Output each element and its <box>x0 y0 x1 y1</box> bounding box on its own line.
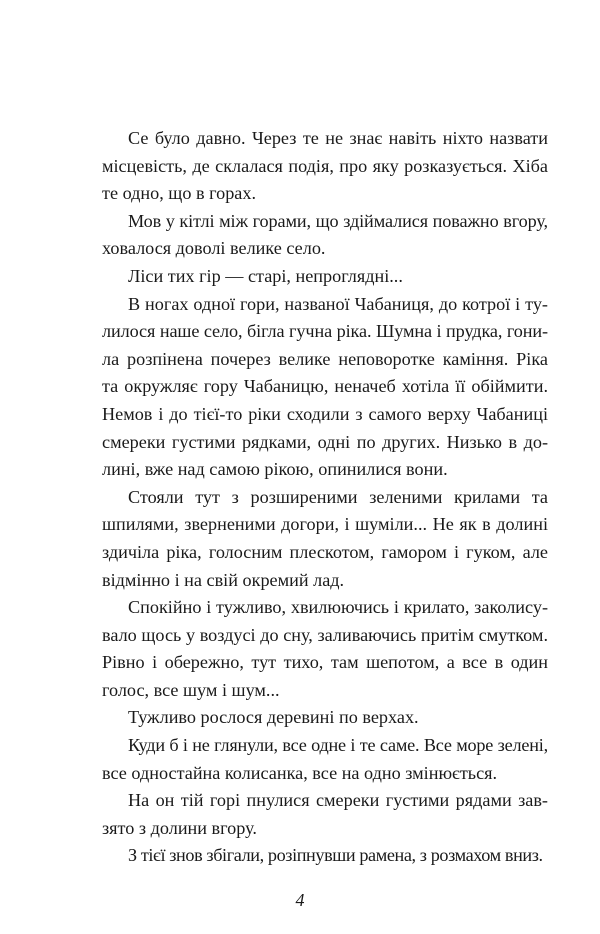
paragraph <box>102 484 548 594</box>
text-line: Куди б і не глянули, все одне і те саме. Все море зелені, <box>128 735 548 756</box>
paragraph <box>102 263 548 291</box>
text-line: те одно, що в горах. <box>102 183 256 204</box>
text-line: Спокійно і тужливо, хвилюючись і крилато, заколису- <box>128 597 548 618</box>
text-line: Се було давно. Через те не знає навіть ніхто назвати <box>128 128 548 148</box>
text-line: Мов у кітлі між горами, що здіймалися поважно вгору, <box>128 210 548 231</box>
paragraph <box>102 732 548 787</box>
page-number: 4 <box>295 890 305 911</box>
text-line: ла розпінена почерез велике неповоротке каміння. Ріка <box>102 348 548 369</box>
paragraph <box>102 208 548 263</box>
text-line: відмінно і на свій окремий лад. <box>102 569 345 590</box>
text-line: здичіла ріка, голосним плескотом, гамором і гуком, але <box>102 541 548 562</box>
text-line: Тужливо рослося деревині по верхах. <box>128 707 419 728</box>
text-line: лині, вже над самою рікою, опинилися вони. <box>102 459 448 480</box>
body-text <box>102 125 548 870</box>
text-line: все одностайна колисанка, все на одно змінюється. <box>102 762 498 783</box>
text-line: Немов і до тієї-то ріки сходили з самого верху Чабаниці <box>102 403 548 424</box>
paragraph <box>102 842 548 870</box>
text-line: зято з долини вгору. <box>102 817 257 838</box>
paragraph <box>102 704 548 732</box>
text-line: та окружляє гору Чабаницю, неначеб хотіла її обіймити. <box>102 376 548 397</box>
paragraph <box>102 291 548 484</box>
text-line: вало щось у воздусі до сну, заливаючись притім смутком. <box>102 624 548 645</box>
text-line: ховалося доволі велике село. <box>102 238 326 259</box>
text-line: смереки густими рядками, одні по других. Низько в до- <box>102 431 548 452</box>
text-line: Стояли тут з розширеними зеленими крилами та <box>128 486 548 507</box>
text-line: голос, все шум і шум... <box>102 679 280 700</box>
paragraph <box>102 594 548 704</box>
text-line: На он тій горі пнулися смереки густими рядами зав- <box>128 790 548 811</box>
text-line: шпилями, зверненими догори, і шуміли... Не як в долині <box>102 514 548 535</box>
text-line: місцевість, де склалася подія, про яку розказується. Хіба <box>102 155 548 176</box>
paragraph <box>102 125 548 208</box>
text-line: З тієї знов збігали, розіпнувши рамена, з розмахом вниз. <box>128 845 543 866</box>
text-line: В ногах одної гори, названої Чабаниця, до котрої і ту- <box>128 293 548 314</box>
text-line: Ліси тих гір — старі, непроглядні... <box>128 265 403 286</box>
text-line: лилося наше село, бігла гучна ріка. Шумна і прудка, гони- <box>102 321 548 342</box>
paragraph <box>102 787 548 842</box>
text-line: Рівно і обережно, тут тихо, там шепотом, а все в один <box>102 652 548 673</box>
